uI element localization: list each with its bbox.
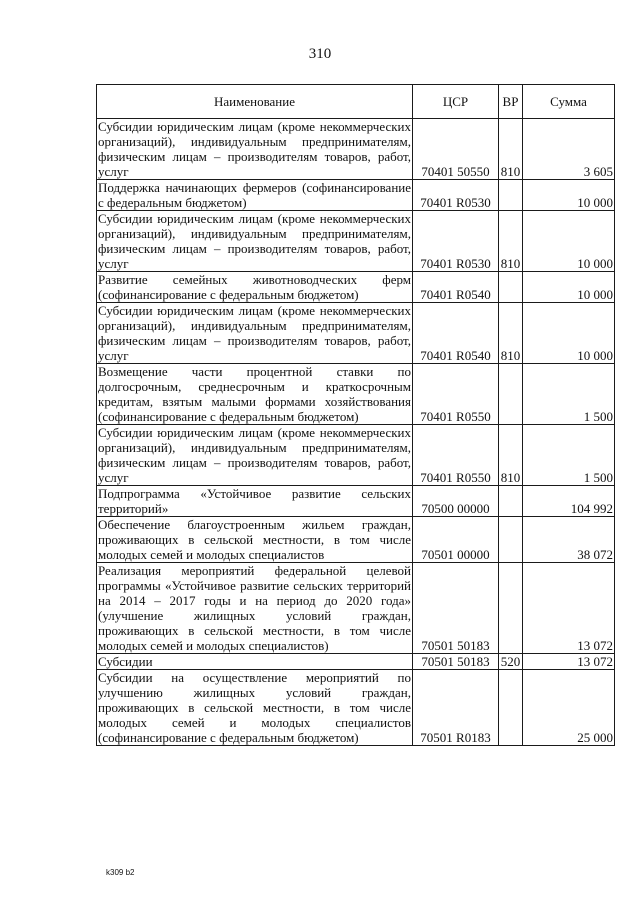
row-name: Субсидии юридическим лицам (кроме некоммерческих организаций), индивидуальным предпринимателям, физическим лицам – производителям товаров, работ, услуг xyxy=(98,119,411,179)
table-row xyxy=(97,180,615,211)
row-name: Обеспечение благоустроенным жильем граждан, проживающих в сельской местности, в том числе молодых семей и молодых специалистов xyxy=(98,517,411,562)
row-name: Развитие семейных животноводческих ферм (софинансирование с федеральным бюджетом) xyxy=(98,272,411,302)
row-vr: 810 xyxy=(499,425,523,486)
row-vr xyxy=(499,486,523,517)
table-row xyxy=(97,486,615,517)
page-number: 310 xyxy=(308,46,332,62)
row-name: Подпрограмма «Устойчивое развитие сельских территорий» xyxy=(98,486,411,516)
header-csr: ЦСР xyxy=(413,85,499,119)
row-name: Субсидии юридическим лицам (кроме некоммерческих организаций), индивидуальным предпринимателям, физическим лицам – производителям товаров, работ, услуг xyxy=(98,303,411,363)
table-row xyxy=(97,563,615,654)
row-sum: 10 000 xyxy=(523,180,615,211)
row-name: Возмещение части процентной ставки по долгосрочным, среднесрочным и краткосрочным кредитам, взятым малыми формами хозяйствования (софинансирование с федеральным бюджетом) xyxy=(98,364,411,424)
row-sum: 13 072 xyxy=(523,654,615,670)
row-csr: 70500 00000 xyxy=(413,486,499,517)
row-sum: 1 500 xyxy=(523,364,615,425)
table-row xyxy=(97,654,615,670)
row-vr: 520 xyxy=(499,654,523,670)
row-vr xyxy=(499,180,523,211)
row-sum: 10 000 xyxy=(523,303,615,364)
row-csr: 70401 R0540 xyxy=(413,272,499,303)
row-sum: 13 072 xyxy=(523,563,615,654)
table-row xyxy=(97,303,615,364)
row-csr: 70501 00000 xyxy=(413,517,499,563)
row-csr: 70401 50550 xyxy=(413,119,499,180)
row-name: Поддержка начинающих фермеров (софинансирование с федеральным бюджетом) xyxy=(98,180,411,210)
row-csr: 70501 50183 xyxy=(413,563,499,654)
row-name: Субсидии юридическим лицам (кроме некоммерческих организаций), индивидуальным предпринимателям, физическим лицам – производителям товаров, работ, услуг xyxy=(98,211,411,271)
row-sum: 104 992 xyxy=(523,486,615,517)
row-csr: 70401 R0550 xyxy=(413,364,499,425)
row-csr: 70401 R0530 xyxy=(413,211,499,272)
footer-code: k309 b2 xyxy=(106,868,135,877)
header-sum: Сумма xyxy=(523,85,615,119)
row-csr: 70401 R0550 xyxy=(413,425,499,486)
row-vr: 810 xyxy=(499,303,523,364)
row-name: Реализация мероприятий федеральной целевой программы «Устойчивое развитие сельских территорий на 2014 – 2017 годы и на период до 2020 года» (улучшение жилищных условий граждан, проживающих в сельской местности, в том числе молодых семей и молодых специалистов) xyxy=(98,563,411,653)
header-name: Наименование xyxy=(97,85,413,119)
table-row xyxy=(97,517,615,563)
table-header-row xyxy=(97,85,615,119)
table-row xyxy=(97,364,615,425)
row-sum: 10 000 xyxy=(523,272,615,303)
table-row xyxy=(97,211,615,272)
budget-table xyxy=(96,84,615,746)
table-row xyxy=(97,425,615,486)
row-csr: 70401 R0530 xyxy=(413,180,499,211)
row-vr xyxy=(499,670,523,746)
row-csr: 70401 R0540 xyxy=(413,303,499,364)
row-sum: 25 000 xyxy=(523,670,615,746)
row-name: Субсидии на осуществление мероприятий по улучшению жилищных условий граждан, проживающих в сельской местности, в том числе молодых семей и молодых специалистов (софинансирование с федеральным бюджетом) xyxy=(98,670,411,745)
row-sum: 10 000 xyxy=(523,211,615,272)
row-name: Субсидии юридическим лицам (кроме некоммерческих организаций), индивидуальным предпринимателям, физическим лицам – производителям товаров, работ, услуг xyxy=(98,425,411,485)
table-row xyxy=(97,119,615,180)
row-sum: 1 500 xyxy=(523,425,615,486)
row-name: Субсидии xyxy=(97,654,413,670)
header-vr: ВР xyxy=(499,85,523,119)
table-row xyxy=(97,272,615,303)
row-vr xyxy=(499,517,523,563)
row-vr xyxy=(499,272,523,303)
row-csr: 70501 50183 xyxy=(413,654,499,670)
row-sum: 38 072 xyxy=(523,517,615,563)
row-vr xyxy=(499,364,523,425)
row-sum: 3 605 xyxy=(523,119,615,180)
row-vr xyxy=(499,563,523,654)
row-vr: 810 xyxy=(499,211,523,272)
table-row xyxy=(97,670,615,746)
row-vr: 810 xyxy=(499,119,523,180)
row-csr: 70501 R0183 xyxy=(413,670,499,746)
